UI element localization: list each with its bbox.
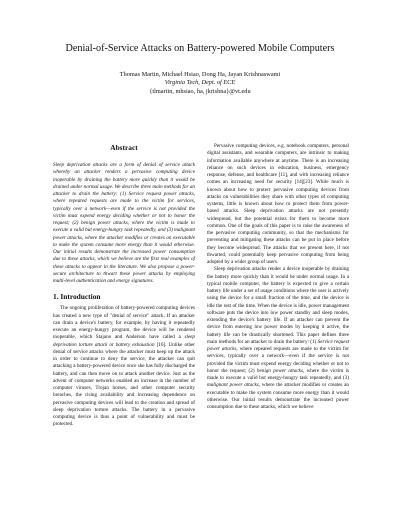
left-column <box>53 143 195 429</box>
emphasis-run: benign power attacks, <box>256 367 305 374</box>
text-run: or <box>107 341 116 348</box>
text-run: where repeated requests are made to the victim for services, typically over a network—even if the service is not provided the victim must expend energy deciding whether or not to honor the request; (2) <box>207 346 349 374</box>
emphasis-run: Service request power attacks, <box>207 338 350 352</box>
section-heading-introduction: 1. Introduction <box>53 292 101 302</box>
intro-paragraph-2: Pervasive computing devices, e.g. notebook computers, personal digital assistants, and wearable computers, are intrinsic to making information available anywhere at anytime. There is an increasing reliance on such devices in education, business, emergency response, defense, and healthcare [11], and with increasing reliance comes an increasing need for security [14][23]. While much is known about how to protect pervasive computing devices from attacks on vulnerabilities they share with other types of computing systems, little is known about how to protect them from power-based attacks. Sleep deprivation attacks are not presently widespread, but the potential exists for them to become more common. One of the goals of this paper is to raise the awareness of the pervasive computing community, so that the mechanisms for preventing and mitigating these attacks can be put in place before they become widespread. The attacks that we present here, if not thwarted, could potentially keep pervasive computing from being adopted by a wider group of users. <box>207 143 349 265</box>
author-affiliation: Virginia Tech, Dept. of ECE <box>164 79 236 87</box>
emphasis-run: malignant power attacks, <box>207 382 261 389</box>
text-run: Sleep deprivation attacks render a device inoperable by draining the battery more quickly than it would be under normal usage. In a typical mobile computer, the battery is expected to give a certain battery life under a set of usage conditions where the user is actively using the device for a small fraction of the time, and the device is idle the rest of the time. When the device is idle, power management software puts the device into low power standby and sleep modes, extending the device's battery life. If an attacker can prevent the device from entering low power modes by keeping it active, the battery life can be drastically shortened. This paper defines three main methods for an attacker to drain the battery: (1) <box>207 266 349 345</box>
author-block <box>0 71 400 96</box>
author-email: {tlmartin, mhsiao, ha, jkrishna}@vt.edu <box>149 87 251 95</box>
author-names: Thomas Martin, Michael Hsiao, Dong Ha, Jayan Krishnaswami <box>119 71 281 78</box>
intro-paragraph-1 <box>53 305 195 428</box>
text-run: [16]. Unlike other denial of service attacks where the attacker must keep up the attack in order to continue to deny the service, the attacker can quit attacking a battery-powered device once she has fully discharged the battery, and can then move on to attack another device. Just as the advent of computer networks enabled an increase in the number of computer viruses, Trojan horses, and other computer security breaches, the rising availability and increasing dependence on pervasive computing devices will lead to the creation and spread of sleep deprivation torture attacks. The battery in a pervasive computing device is thus a point of vulnerability and must be protected. <box>53 341 196 428</box>
text-run: The ongoing proliferation of battery-powered computing devices has created a new type of "denial of service" attack. If an attacker can drain a device's battery, for example, by having it repeatedly execute an energy-hungry program, the device will be rendered inoperable, which Stajano and Anderson have called a <box>53 305 195 341</box>
emphasis-run: sleep deprivation torture attack <box>53 334 195 348</box>
right-column <box>207 143 349 411</box>
paper-title: Denial-of-Service Attacks on Battery-powered Mobile Computers <box>65 43 335 54</box>
text-run: where the attacker modifies or creates an executable to make the system consume more energy than it would otherwise. Our initial results demonstrate the increased power consumption due to these attacks, which we believe <box>207 382 349 410</box>
intro-paragraph-3 <box>207 266 349 411</box>
text-run: where the victim is made to execute a valid but energy-hungry task repeatedly, and (3) <box>207 367 349 381</box>
abstract-text: Sleep deprivation attacks are a form of denial of service attack whereby an attacker renders a pervasive computing device inoperable by draining the battery more quickly than it would be drained under normal usage. We describe three main methods for an attacker to drain the battery: (1) Service request power attacks, where repeated requests are made to the victim for services, typically over a network—even if the service is not provided the victim must expend energy deciding whether or not to honor the request; (2) benign power attacks, where the victim is made to execute a valid but energy-hungry task repeatedly, and (3) malignant power attacks, where the attacker modifies or creates an executable to make the system consume more energy than it would otherwise. Our initial results demonstrate the increased power consumption due to these attacks, which we believe are the first real examples of these attacks to appear in the literature. We also propose a power-secure architecture to thwart these power attacks by employing multi-level authentication and energy signatures. <box>53 162 195 284</box>
abstract-heading: Abstract <box>110 143 138 152</box>
emphasis-run: battery exhaustion <box>115 341 155 348</box>
